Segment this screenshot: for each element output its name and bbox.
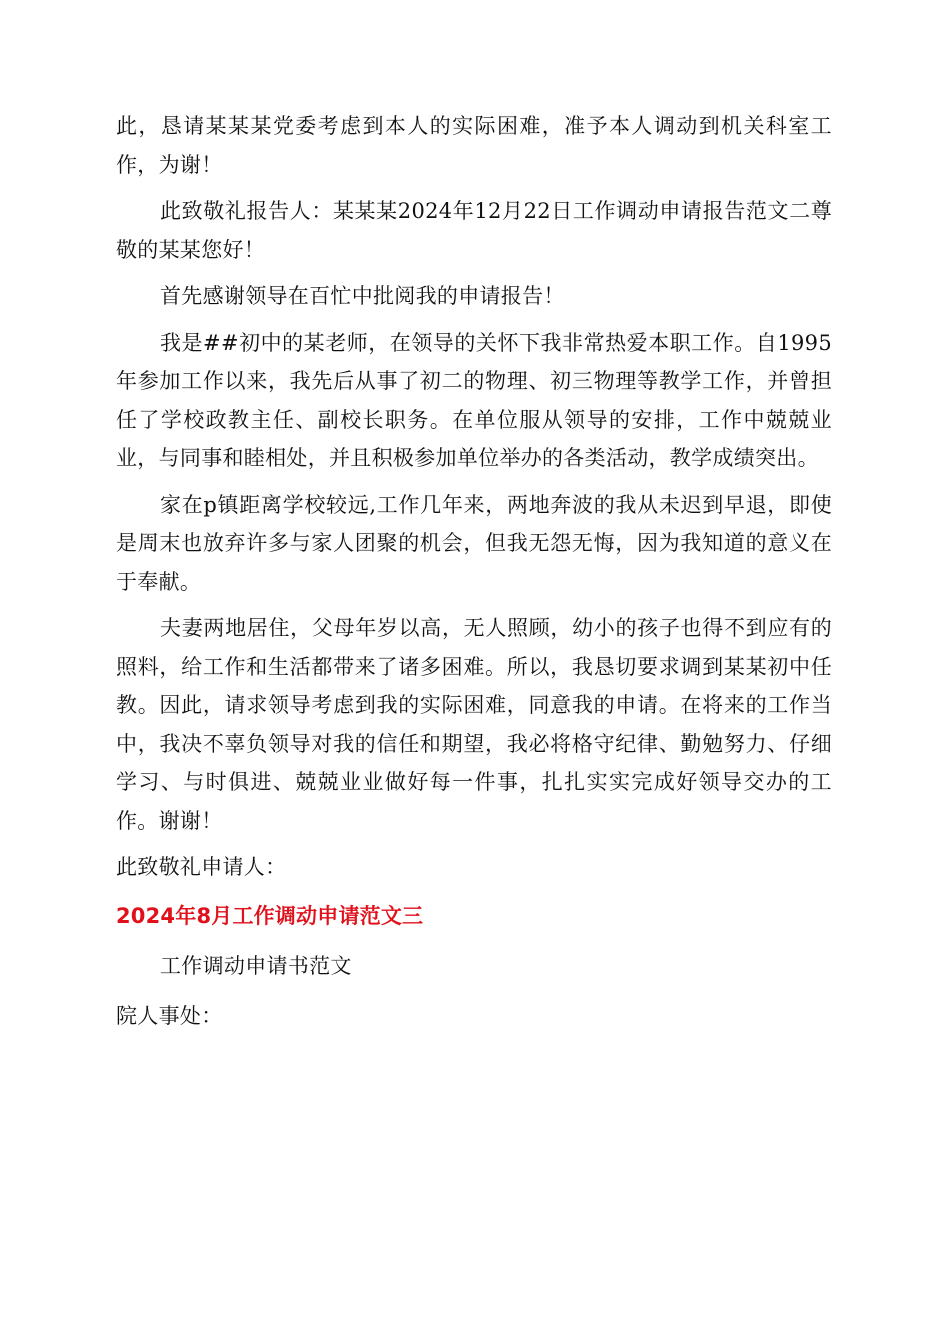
document-page — [116, 107, 832, 1036]
paragraph-commute: 家在p镇距离学校较远,工作几年来，两地奔波的我从未迟到早退，即使是周末也放弃许多与家人团聚的机会，但我无怨无悔，因为我知道的意义在于奉献。 — [116, 492, 832, 594]
paragraph-salutation-report: 此致敬礼报告人：某某某2024年12月22日工作调动申请报告范文二尊敬的某某您好！ — [116, 199, 832, 262]
paragraph-sign-off: 此致敬礼申请人： — [116, 855, 287, 879]
paragraph-closing-request: 此，恳请某某某党委考虑到本人的实际困难，准予本人调动到机关科室工作，为谢！ — [116, 114, 832, 177]
paragraph-self-introduction: 我是##初中的某老师，在领导的关怀下我非常热爱本职工作。自1995年参加工作以来，我先后从事了初二的物理、初三物理等教学工作，并曾担任了学校政教主任、副校长职务。在单位服从领导的安排，工作中兢兢业业，与同事和睦相处，并且积极参加单位举办的各类活动，教学成绩突出。 — [116, 330, 832, 470]
section-heading: 2024年8月工作调动申请范文三 — [116, 903, 424, 928]
addressee: 院人事处： — [116, 1004, 223, 1028]
document-subtitle: 工作调动申请书范文 — [160, 953, 352, 978]
paragraph-thanks: 首先感谢领导在百忙中批阅我的申请报告！ — [160, 284, 565, 308]
paragraph-family-difficulty: 夫妻两地居住，父母年岁以高，无人照顾，幼小的孩子也得不到应有的照料，给工作和生活都带来了诸多困难。所以，我恳切要求调到某某初中任教。因此，请求领导考虑到我的实际困难，同意我的申请。在将来的工作当中，我决不辜负领导对我的信任和期望，我必将格守纪律、勤勉努力、仔细学习、与时俱进、兢兢业业做好每一件事，扎扎实实完成好领导交办的工作。谢谢！ — [116, 616, 832, 833]
